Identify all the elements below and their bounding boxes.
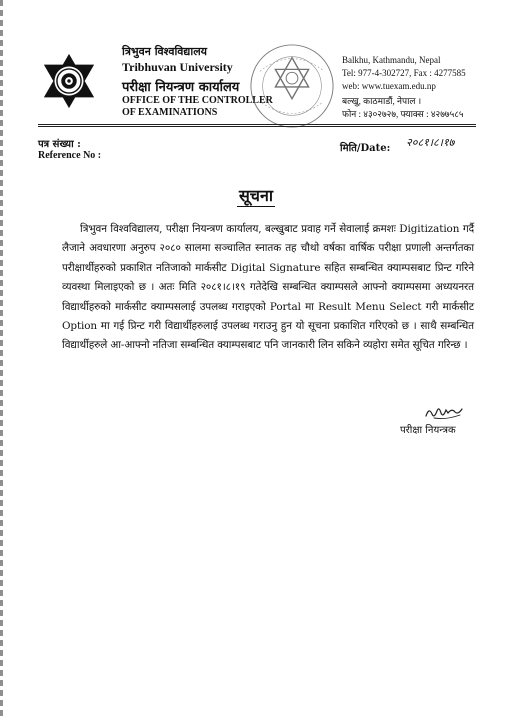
university-name-english: Tribhuvan University [122,60,233,74]
office-name-english-line2: OF EXAMINATIONS [122,107,218,118]
reference-label-english: Reference No : [38,150,102,161]
contact-phone-fax-nepali: फोन : ४३०२७२७, फ्याक्स : ४२७७५८५ [342,109,464,119]
notice-title-wrapper [0,184,512,206]
date-label: मिति/Date: [340,143,391,154]
header-divider [38,124,476,125]
university-logo [40,52,98,110]
contact-address: Balkhu, Kathmandu, Nepal [342,55,441,65]
date-value: २०८१।८।१७ [406,136,455,149]
signatory-title: परीक्षा नियन्त्रक [400,425,456,436]
notice-title: सूचना [238,186,273,205]
handwritten-signature [424,404,466,422]
university-name-nepali: त्रिभुवन विश्वविद्यालय [122,45,208,58]
contact-phone-fax: Tel: 977-4-302727, Fax : 4277585 [342,68,466,78]
contact-website: web: www.tuexam.edu.np [342,81,436,91]
office-name-nepali: परीक्षा नियन्त्रण कार्यालय [122,80,240,95]
reference-label-nepali: पत्र संख्या : [38,139,81,150]
header-divider-double [38,126,476,127]
notice-body: त्रिभुवन विश्वविद्यालय, परीक्षा नियन्त्रण कार्यालय, बल्खुबाट प्रवाह गर्ने सेवालाई क्रमशः Digitization गर्दै लैजाने अवधारणा अनुरुप २०८० सालमा सञ्चालित स्नातक तह चौथो वर्षका वार्षिक परीक्षा प्रणाली अन्तर्गतका परीक्षार्थीहरुको प्रकाशित नतिजाको मार्कसीट Digital Signature सहित सम्बन्धित क्याम्पसबाट प्रिन्ट गरिने व्यवस्था मिलाइएको छ । अतः मिति २०८१।८।१९ गतेदेखि सम्बन्धित क्याम्पसले आफ्नो क्याम्पसमा अध्ययनरत विद्यार्थीहरुको मार्कसीट क्याम्पसलाई उपलब्ध गराइएको Portal मा Result Menu Select गरी मार्कसीट Option मा गई प्रिन्ट गरी विद्यार्थीहरुलाई उपलब्ध गराउनु हुन यो सूचना प्रकाशित गरिएको छ । साथै सम्बन्धित विद्यार्थीहरुले आ-आफ्नो नतिजा सम्बन्धित क्याम्पसबाट पनि जानकारी लिन सकिने व्यहोरा समेत सूचित गरिन्छ । [62,223,474,352]
official-seal-stamp [248,42,336,130]
office-name-english-line1: OFFICE OF THE CONTROLLER [122,95,273,106]
contact-address-nepali: बल्खु, काठमाडौं, नेपाल । [342,96,422,106]
scan-edge [0,0,3,720]
